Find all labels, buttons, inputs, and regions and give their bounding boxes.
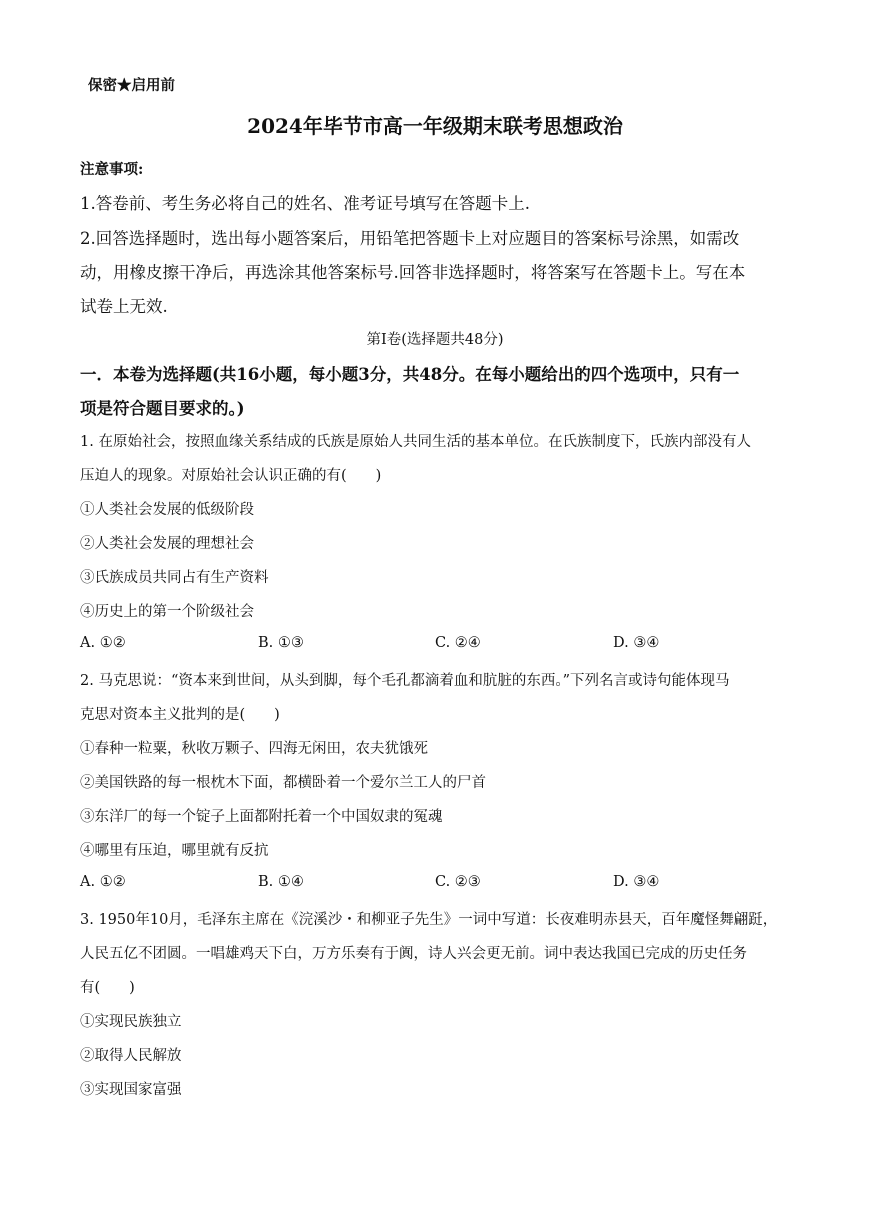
q2-stem-line-1: 2. 马克思说：“资本来到世间，从头到脚，每个毛孔都滴着血和肮脏的东西。”下列名言或诗句能体现马 <box>80 673 730 689</box>
section-intro-line-2: 项是符合题目要求的。) <box>80 399 245 418</box>
q2-item-1: ①春种一粒粟，秋收万颗子、四海无闲田，农夫犹饿死 <box>80 741 428 757</box>
q1-option-b: B. ①③ <box>258 635 304 651</box>
q2-option-c: C. ②③ <box>435 874 481 890</box>
q1-item-1: ①人类社会发展的低级阶段 <box>80 502 254 518</box>
notice-item-2-line-2: 动，用橡皮擦干净后，再选涂其他答案标号.回答非选择题时，将答案写在答题卡上。写在本 <box>80 263 746 282</box>
q2-option-a: A. ①② <box>80 874 126 890</box>
q1-item-4: ④历史上的第一个阶级社会 <box>80 604 254 620</box>
q3-item-1: ①实现民族独立 <box>80 1014 182 1030</box>
q1-stem-line-1: 1. 在原始社会，按照血缘关系结成的氏族是原始人共同生活的基本单位。在氏族制度下，氏族内部没有人 <box>80 434 751 450</box>
q1-item-3: ③氏族成员共同占有生产资料 <box>80 570 269 586</box>
q3-item-2: ②取得人民解放 <box>80 1048 182 1064</box>
q2-item-2: ②美国铁路的每一根枕木下面，都横卧着一个爱尔兰工人的尸首 <box>80 775 486 791</box>
exam-title: 2024年毕节市高一年级期末联考思想政治 <box>247 114 623 138</box>
notice-item-2-line-3: 试卷上无效. <box>80 297 168 316</box>
notice-item-2-line-1: 2.回答选择题时，选出每小题答案后，用铅笔把答题卡上对应题目的答案标号涂黑，如需改 <box>80 229 740 248</box>
confidential-label: 保密★启用前 <box>88 77 175 94</box>
q1-item-2: ②人类社会发展的理想社会 <box>80 536 254 552</box>
q3-stem-line-3: 有( ) <box>80 980 135 996</box>
q2-option-d: D. ③④ <box>613 874 660 890</box>
q1-stem-line-2: 压迫人的现象。对原始社会认识正确的有( ) <box>80 468 382 484</box>
q3-item-3: ③实现国家富强 <box>80 1082 182 1098</box>
section-title: 第Ⅰ卷(选择题共48分) <box>366 332 504 348</box>
q2-stem-line-2: 克思对资本主义批判的是( ) <box>80 707 280 723</box>
q3-stem-line-2: 人民五亿不团圆。一唱雄鸡天下白，万方乐奏有于阗，诗人兴会更无前。词中表达我国已完成的历史任务 <box>80 946 747 962</box>
q2-item-4: ④哪里有压迫，哪里就有反抗 <box>80 843 269 859</box>
notice-heading: 注意事项: <box>80 161 144 178</box>
q1-option-c: C. ②④ <box>435 635 481 651</box>
q2-option-b: B. ①④ <box>258 874 304 890</box>
q3-stem-line-1: 3. 1950年10月，毛泽东主席在《浣溪沙・和柳亚子先生》一词中写道：长夜难明赤县天，百年魔怪舞翩跹， <box>80 912 778 928</box>
notice-item-1: 1.答卷前、考生务必将自己的姓名、准考证号填写在答题卡上. <box>80 194 530 213</box>
q1-option-d: D. ③④ <box>613 635 660 651</box>
q2-item-3: ③东洋厂的每一个锭子上面都附托着一个中国奴隶的冤魂 <box>80 809 443 825</box>
q1-option-a: A. ①② <box>80 635 126 651</box>
section-intro-line-1: 一．本卷为选择题(共16小题，每小题3分，共48分。在每小题给出的四个选项中，只有一 <box>80 365 740 384</box>
